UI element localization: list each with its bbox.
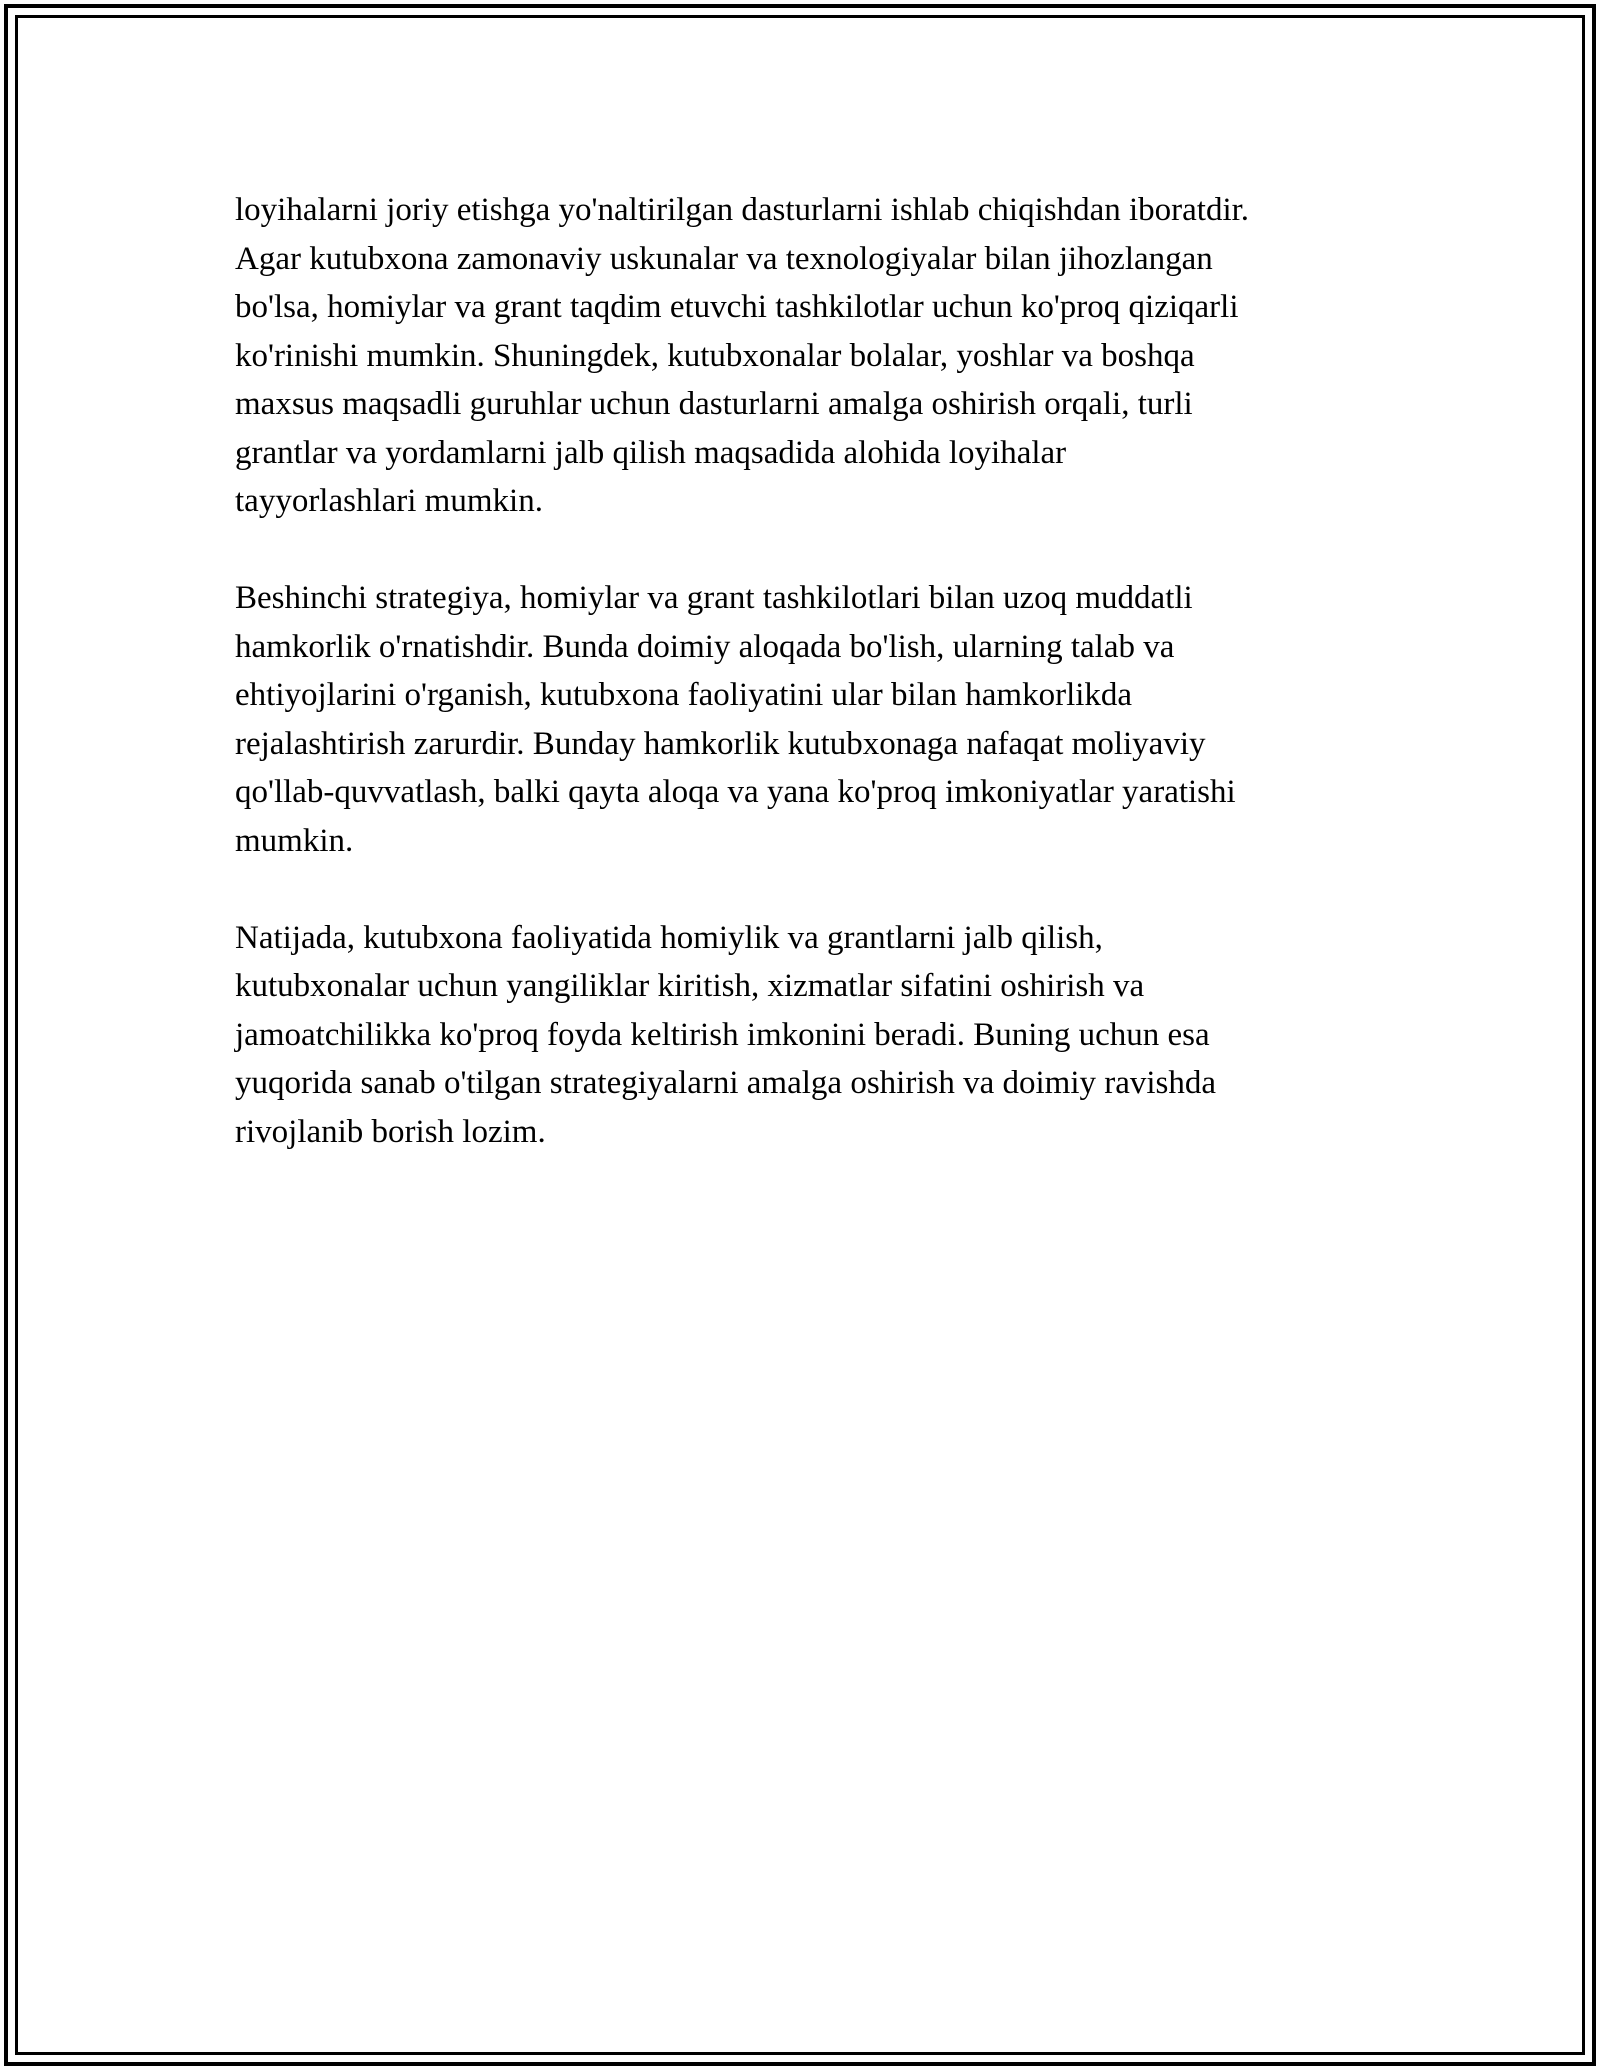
paragraph-line: tayyorlashlari mumkin. — [235, 483, 543, 519]
paragraph-line: loyihalarni joriy etishga yo'naltirilgan dasturlarni ishlab chiqishdan iboratdir. — [235, 192, 1250, 228]
document-body — [235, 186, 1415, 1205]
paragraph-line: rivojlanib borish lozim. — [235, 1113, 546, 1150]
paragraph-line: Natijada, kutubxona faoliyatida homiylik va grantlarni jalb qilish, — [235, 919, 1103, 956]
paragraph-line: grantlar va yordamlarni jalb qilish maqsadida alohida loyihalar — [235, 434, 1067, 471]
paragraph-line: rejalashtirish zarurdir. Bunday hamkorlik kutubxonaga nafaqat moliyaviy — [235, 725, 1206, 762]
paragraph-3 — [235, 914, 1415, 1157]
paragraph-line: kutubxonalar uchun yangiliklar kiritish, xizmatlar sifatini oshirish va — [235, 968, 1145, 1004]
paragraph-line: bo'lsa, homiylar va grant taqdim etuvchi tashkilotlar uchun ko'proq qiziqarli — [235, 289, 1239, 325]
paragraph-line: yuqorida sanab o'tilgan strategiyalarni amalga oshirish va doimiy ravishda — [235, 1065, 1217, 1101]
paragraph-line: mumkin. — [235, 822, 354, 859]
paragraph-line: hamkorlik o'rnatishdir. Bunda doimiy aloqada bo'lish, ularning talab va — [235, 628, 1175, 665]
paragraph-line: qo'llab-quvvatlash, balki qayta aloqa va yana ko'proq imkoniyatlar yaratishi — [235, 774, 1236, 810]
paragraph-2 — [235, 574, 1415, 865]
paragraph-line: Agar kutubxona zamonaviy uskunalar va texnologiyalar bilan jihozlangan — [235, 240, 1213, 277]
paragraph-line: maxsus maqsadli guruhlar uchun dasturlarni amalga oshirish orqali, turli — [235, 386, 1193, 422]
paragraph-line: jamoatchilikka ko'proq foyda keltirish imkonini beradi. Buning uchun esa — [235, 1016, 1210, 1053]
paragraph-line: Beshinchi strategiya, homiylar va grant tashkilotlari bilan uzoq muddatli — [235, 580, 1193, 616]
paragraph-line: ko'rinishi mumkin. Shuningdek, kutubxonalar bolalar, yoshlar va boshqa — [235, 337, 1195, 374]
paragraph-1 — [235, 186, 1415, 526]
paragraph-line: ehtiyojlarini o'rganish, kutubxona faoliyatini ular bilan hamkorlikda — [235, 677, 1133, 713]
